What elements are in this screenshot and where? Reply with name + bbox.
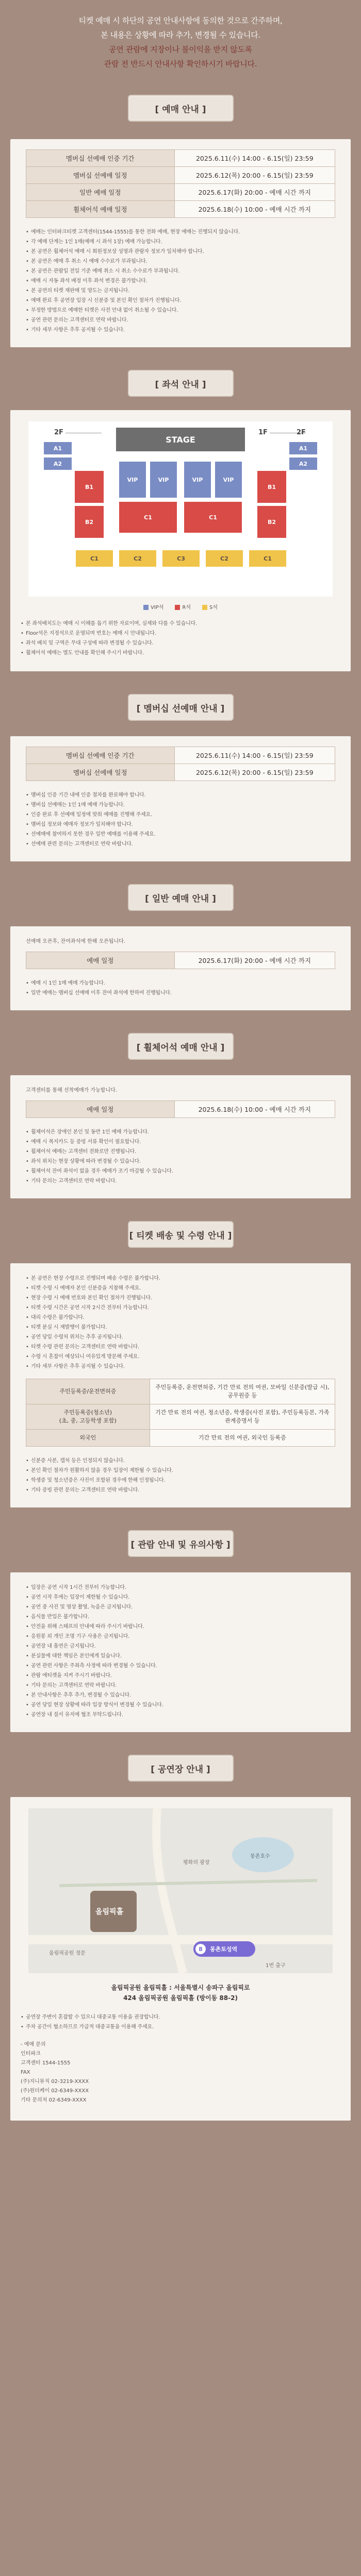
seat-block-c2: C2 (206, 550, 243, 567)
delivery-section-title: [ 티켓 배송 및 수령 안내 ] (128, 1221, 234, 1248)
caution-section-title: [ 관람 안내 및 유의사항 ] (128, 1530, 234, 1557)
table-row (26, 167, 335, 184)
list-item: • 음식물 반입은 불가합니다. (26, 1612, 335, 1622)
list-item: • 티켓 분실 시 재발행이 불가합니다. (26, 1323, 335, 1332)
table-key: 외국인 (26, 1430, 150, 1447)
list-item: • 인증 완료 후 선예매 일정에 맞춰 예매를 진행해 주세요. (26, 810, 335, 820)
seat-block-b1-right: B1 (257, 471, 286, 503)
legend-item (175, 603, 191, 611)
list-item: • 관람 에티켓을 지켜 주시기 바랍니다. (26, 1671, 335, 1681)
table-key: 주민등록증(청소년) (초, 중, 고등학생 포함) (26, 1404, 150, 1430)
booking-section-title: [ 예매 안내 ] (128, 95, 234, 122)
list-item: • 입장은 공연 시작 1시간 전부터 가능합니다. (26, 1583, 335, 1592)
floor-label: 2F (54, 429, 63, 436)
seat-block-c3: C3 (162, 550, 200, 567)
seat-block-a1-left: A1 (44, 442, 72, 454)
list-item: • 응원봉 외 개인 조명 기구 사용은 금지됩니다. (26, 1632, 335, 1641)
table-row (26, 1404, 335, 1430)
legend-swatch (143, 605, 149, 610)
table-key: 멤버십 선예매 인증 기간 (26, 747, 175, 764)
table-row (26, 764, 335, 781)
list-item: • 예매 시 자동 좌석 배정 이후 좌석 변경은 불가합니다. (26, 276, 335, 286)
venue-notes (21, 2012, 340, 2032)
venue-map (28, 1808, 333, 1973)
table-row (26, 1379, 335, 1404)
list-item: • 기타 세부 사항은 추후 공지될 수 있습니다. (26, 1362, 335, 1371)
contact-line: - 예매 문의 (21, 2042, 46, 2047)
list-item: • 예매 시 복지카드 등 증빙 서류 확인이 필요합니다. (26, 1137, 335, 1147)
list-item: • 분실물에 대한 책임은 본인에게 있습니다. (26, 1651, 335, 1661)
table-key: 주민등록증/운전면허증 (26, 1379, 150, 1404)
member-table (26, 747, 335, 781)
table-key: 멤버십 선예매 일정 (26, 167, 175, 184)
list-item: • 본 공연은 예매 후 취소 시 예매 수수료가 부과됩니다. (26, 257, 335, 266)
wheelchair-table (26, 1100, 335, 1118)
table-key: 일반 예매 일정 (26, 184, 175, 201)
member-section-title: [ 멤버십 선예매 안내 ] (128, 694, 234, 721)
seat-block-vip: VIP (184, 462, 211, 498)
seat-legend (21, 603, 340, 611)
list-item: • 본 공연은 관람일 전일 기준 예매 취소 시 취소 수수료가 부과됩니다. (26, 266, 335, 276)
list-item: • 선예매에 참여하지 못한 경우 일반 예매를 이용해 주세요. (26, 829, 335, 839)
list-item: • 예매는 인터파크티켓 고객센터(1544-1555)를 통한 전화 예매, 현장 예매는 진행되지 않습니다. (26, 227, 335, 237)
venue-section-header (0, 1755, 361, 1782)
list-item: • 휠체어석 예매는 별도 안내를 확인해 주시기 바랍니다. (21, 648, 340, 658)
map-label-lake: 몽촌호수 (250, 1854, 270, 1859)
map-label-gate: 올림픽공원 정문 (49, 1951, 86, 1956)
list-item: • 공연 관련 사항은 주최측 사정에 따라 변경될 수 있습니다. (26, 1661, 335, 1671)
list-item: • 멤버십 인증 기간 내에 인증 절차를 완료해야 합니다. (26, 790, 335, 800)
legend-swatch (202, 605, 207, 610)
intro-line: 본 내용은 상황에 따라 추가, 변경될 수 있습니다. (101, 30, 260, 40)
wheelchair-card (10, 1075, 351, 1198)
legend-item (202, 603, 218, 611)
member-notes (26, 790, 335, 849)
seat-block-a2-left: A2 (44, 457, 72, 470)
list-item: • 기타 문의는 고객센터로 연락 바랍니다. (26, 1681, 335, 1690)
list-item: • 휠체어석은 장애인 본인 및 동반 1인 예매 가능합니다. (26, 1127, 335, 1137)
legend-item (143, 603, 163, 611)
wheelchair-lead: 고객센터를 통해 선착예매가 가능합니다. (26, 1088, 117, 1093)
contact-line: (주)원더케이 02-6349-XXXX (21, 2088, 89, 2094)
table-value: 2025.6.17(화) 20:00 - 예매 시간 까지 (174, 952, 335, 969)
list-item: • 휠체어석 잔여 좌석이 없을 경우 예매가 조기 마감될 수 있습니다. (26, 1166, 335, 1176)
id-table (26, 1379, 335, 1447)
table-value: 2025.6.18(수) 10:00 - 예매 시간 까지 (174, 201, 335, 218)
venue-card (10, 1797, 351, 2121)
table-value: 2025.6.11(수) 14:00 - 6.15(일) 23:59 (174, 747, 335, 764)
wheelchair-notes (26, 1127, 335, 1186)
booking-notes (26, 227, 335, 335)
list-item: • 본 공연은 휠체어석 예매 시 회원정보상 성명과 관람자 정보가 일치해야 합니다. (26, 247, 335, 257)
list-item: • 안전을 위해 스태프의 안내에 따라 주시기 바랍니다. (26, 1622, 335, 1632)
booking-section-header (0, 95, 361, 122)
map-label-station: 몽촌토성역 (210, 1946, 238, 1953)
table-row (26, 1101, 335, 1118)
list-item: • 수령 시 혼잡이 예상되니 여유있게 방문해 주세요. (26, 1352, 335, 1362)
seat-block-b1-left: B1 (75, 471, 104, 503)
table-row (26, 201, 335, 218)
list-item: • 공연 당일 수령처 위치는 추후 공지됩니다. (26, 1332, 335, 1342)
list-item: • 일반 예매는 멤버십 선예매 이후 잔여 좌석에 한하여 진행됩니다. (26, 988, 335, 998)
seat-block-a1-right: A1 (289, 442, 317, 454)
list-item: • 선예매 관련 문의는 고객센터로 연락 바랍니다. (26, 839, 335, 849)
list-item: • 예매 완료 후 공연장 입장 시 신분증 및 본인 확인 절차가 진행됩니다. (26, 296, 335, 306)
list-item: • Floor석은 지정석으로 운영되며 번호는 예매 시 안내됩니다. (21, 629, 340, 638)
list-item: • 공연장 내 질서 유지에 협조 부탁드립니다. (26, 1710, 335, 1720)
general-card (10, 926, 351, 1010)
seats-section-title: [ 좌석 안내 ] (128, 370, 234, 397)
table-key: 멤버십 선예매 인증 기간 (26, 150, 175, 167)
seat-block-vip: VIP (150, 462, 177, 498)
list-item: • 본 안내사항은 추후 추가, 변경될 수 있습니다. (26, 1690, 335, 1700)
table-row (26, 747, 335, 764)
general-notes (26, 978, 335, 998)
floor-label: 1F (258, 429, 268, 436)
list-item: • 학생증 및 청소년증은 사진이 포함된 경우에 한해 인정됩니다. (26, 1476, 335, 1485)
delivery-notes (26, 1274, 335, 1371)
list-item: • 각 예매 단계는 1인 1매(예매 시 좌석 1장) 예매 가능합니다. (26, 237, 335, 247)
intro-line: 관람 전 반드시 안내사항 확인하시기 바랍니다. (104, 59, 257, 69)
delivery-section-header (0, 1221, 361, 1248)
table-value: 2025.6.11(수) 14:00 - 6.15(일) 23:59 (174, 150, 335, 167)
member-section-header (0, 694, 361, 721)
seats-card (10, 410, 351, 671)
seat-block-c1: C1 (76, 550, 113, 567)
seat-notes (21, 619, 340, 658)
list-item: • 공연 중 사진 및 영상 촬영, 녹음은 금지됩니다. (26, 1602, 335, 1612)
seat-block-c1-left: C1 (119, 502, 177, 533)
list-item: • 신분증 사본, 캡처 등은 인정되지 않습니다. (26, 1456, 335, 1466)
table-value: 2025.6.18(수) 10:00 - 예매 시간 까지 (174, 1101, 335, 1118)
intro-notice (0, 0, 361, 71)
seat-block-a2-right: A2 (289, 457, 317, 470)
list-item: • 현장 수령 시 예매 번호와 본인 확인 절차가 진행됩니다. (26, 1293, 335, 1303)
legend-label: VIP석 (150, 605, 164, 611)
delivery-card (10, 1263, 351, 1507)
list-item: • 기타 세부 사항은 추후 공지될 수 있습니다. (26, 325, 335, 335)
seat-block-c1: C1 (249, 550, 286, 567)
list-item: • 공연 시작 후에는 입장이 제한될 수 있습니다. (26, 1592, 335, 1602)
table-row (26, 150, 335, 167)
floor-label: 2F (297, 429, 306, 436)
table-key: 예매 일정 (26, 952, 175, 969)
contact-line: 인터파크 (21, 2051, 41, 2057)
list-item: • 공연 관련 문의는 고객센터로 연락 바랍니다. (26, 315, 335, 325)
svg-text:8: 8 (199, 1946, 203, 1953)
booking-card (10, 139, 351, 347)
list-item: • 멤버십 선예매는 1인 1매 예매 가능합니다. (26, 800, 335, 810)
intro-line: 공연 관람에 지장이나 불이익을 받지 않도록 (109, 45, 252, 54)
seat-block-vip: VIP (119, 462, 146, 498)
delivery-notes-2 (26, 1456, 335, 1495)
table-key: 예매 일정 (26, 1101, 175, 1118)
list-item: • 공연장 주변이 혼잡할 수 있으니 대중교통 이용을 권장합니다. (21, 2012, 340, 2022)
address-line: 올림픽공원 올림픽홀 : 서울특별시 송파구 올림픽로 (111, 1984, 250, 1991)
list-item: • 본 공연의 티켓 재판매 및 양도는 금지됩니다. (26, 286, 335, 296)
caution-card (10, 1572, 351, 1732)
list-item: • 본 공연은 현장 수령으로 진행되며 배송 수령은 불가합니다. (26, 1274, 335, 1283)
list-item: • 본인 확인 절차가 원활하지 않을 경우 입장이 제한될 수 있습니다. (26, 1466, 335, 1476)
member-card (10, 736, 351, 861)
list-item: • 휠체어석 예매는 고객센터 전화로만 진행됩니다. (26, 1147, 335, 1157)
seat-block-c1-right: C1 (184, 502, 242, 533)
list-item: • 본 좌석배치도는 예매 시 이해를 돕기 위한 자료이며, 실제와 다를 수 있습니다. (21, 619, 340, 629)
contact-line: 고객센터 1544-1555 (21, 2060, 71, 2066)
stage: STAGE (116, 428, 245, 451)
list-item: • 멤버십 정보와 예매자 정보가 일치해야 합니다. (26, 820, 335, 829)
legend-label: S석 (209, 605, 218, 611)
general-section-title: [ 일반 예매 안내 ] (128, 884, 234, 911)
seat-block-b2-left: B2 (75, 506, 104, 538)
table-value: 기간 만료 전의 여권, 청소년증, 학생증(사진 포함), 주민등록등본, 가족관계증명서 등 (150, 1404, 335, 1430)
general-section-header (0, 884, 361, 911)
table-value: 주민등록증, 운전면허증, 기간 만료 전의 여권, 모바일 신분증(발급 시), 공무원증 등 (150, 1379, 335, 1404)
map-label-main: 올림픽홀 (95, 1908, 124, 1916)
list-item: • 티켓 수령 시 예매자 본인 신분증을 지참해 주세요. (26, 1283, 335, 1293)
seat-map (28, 421, 333, 597)
legend-label: R석 (182, 605, 191, 611)
list-item: • 예매 시 1인 1매 예매 가능합니다. (26, 978, 335, 988)
contact-line: FAX (21, 2070, 30, 2075)
map-label-exit: 1번 출구 (266, 1963, 286, 1969)
list-item: • 주차 공간이 협소하므로 가급적 대중교통을 이용해 주세요. (21, 2022, 340, 2032)
booking-table (26, 149, 335, 218)
list-item: • 기타 증빙 관련 문의는 고객센터로 연락 바랍니다. (26, 1485, 335, 1495)
map-label-park: 평화의 광장 (183, 1860, 210, 1866)
list-item: • 공연장 내 흡연은 금지됩니다. (26, 1641, 335, 1651)
list-item: • 대리 수령은 불가합니다. (26, 1313, 335, 1323)
table-row (26, 184, 335, 201)
list-item: • 좌석 위치는 현장 상황에 따라 변경될 수 있습니다. (26, 1157, 335, 1166)
contact-info (21, 2040, 340, 2105)
general-table (26, 952, 335, 969)
list-item: • 티켓 수령 관련 문의는 고객센터로 연락 바랍니다. (26, 1342, 335, 1352)
list-item: • 부정한 방법으로 예매한 티켓은 사전 안내 없이 취소될 수 있습니다. (26, 306, 335, 315)
address-line: 424 올림픽공원 올림픽홀 (방이동 88-2) (123, 1994, 238, 2002)
table-value: 2025.6.12(목) 20:00 - 6.15(일) 23:59 (174, 764, 335, 781)
table-value: 2025.6.12(목) 20:00 - 6.15(일) 23:59 (174, 167, 335, 184)
table-row (26, 1430, 335, 1447)
table-key: 휠체어석 예매 일정 (26, 201, 175, 218)
seat-block-c2: C2 (119, 550, 156, 567)
venue-address (21, 1982, 340, 2003)
table-row (26, 952, 335, 969)
wheelchair-section-header (0, 1033, 361, 1060)
table-value: 기간 만료 전의 여권, 외국인 등록증 (150, 1430, 335, 1447)
contact-line: 기타 문의처 02-6349-XXXX (21, 2097, 87, 2103)
list-item: • 공연 당일 현장 상황에 따라 입장 방식이 변경될 수 있습니다. (26, 1700, 335, 1710)
general-lead: 선예매 오픈후, 잔여좌석에 한해 오픈됩니다. (26, 939, 125, 944)
venue-section-title: [ 공연장 안내 ] (128, 1755, 234, 1782)
seats-section-header (0, 370, 361, 397)
seat-block-b2-right: B2 (257, 506, 286, 538)
list-item: • 좌석 배치 및 구역은 무대 구성에 따라 변경될 수 있습니다. (21, 638, 340, 648)
table-value: 2025.6.17(화) 20:00 - 예매 시간 까지 (174, 184, 335, 201)
contact-line: (주)지니뮤직 02-3219-XXXX (21, 2079, 89, 2084)
seat-block-vip: VIP (215, 462, 242, 498)
intro-line: 티켓 예매 시 하단의 공연 안내사항에 동의한 것으로 간주하며, (78, 16, 283, 25)
caution-notes (26, 1583, 335, 1720)
legend-swatch (175, 605, 180, 610)
list-item: • 기타 문의는 고객센터로 연락 바랍니다. (26, 1176, 335, 1186)
wheelchair-section-title: [ 휠체어석 예매 안내 ] (128, 1033, 234, 1060)
list-item: • 티켓 수령 시간은 공연 시작 2시간 전부터 가능합니다. (26, 1303, 335, 1313)
caution-section-header (0, 1530, 361, 1557)
table-key: 멤버십 선예매 일정 (26, 764, 175, 781)
